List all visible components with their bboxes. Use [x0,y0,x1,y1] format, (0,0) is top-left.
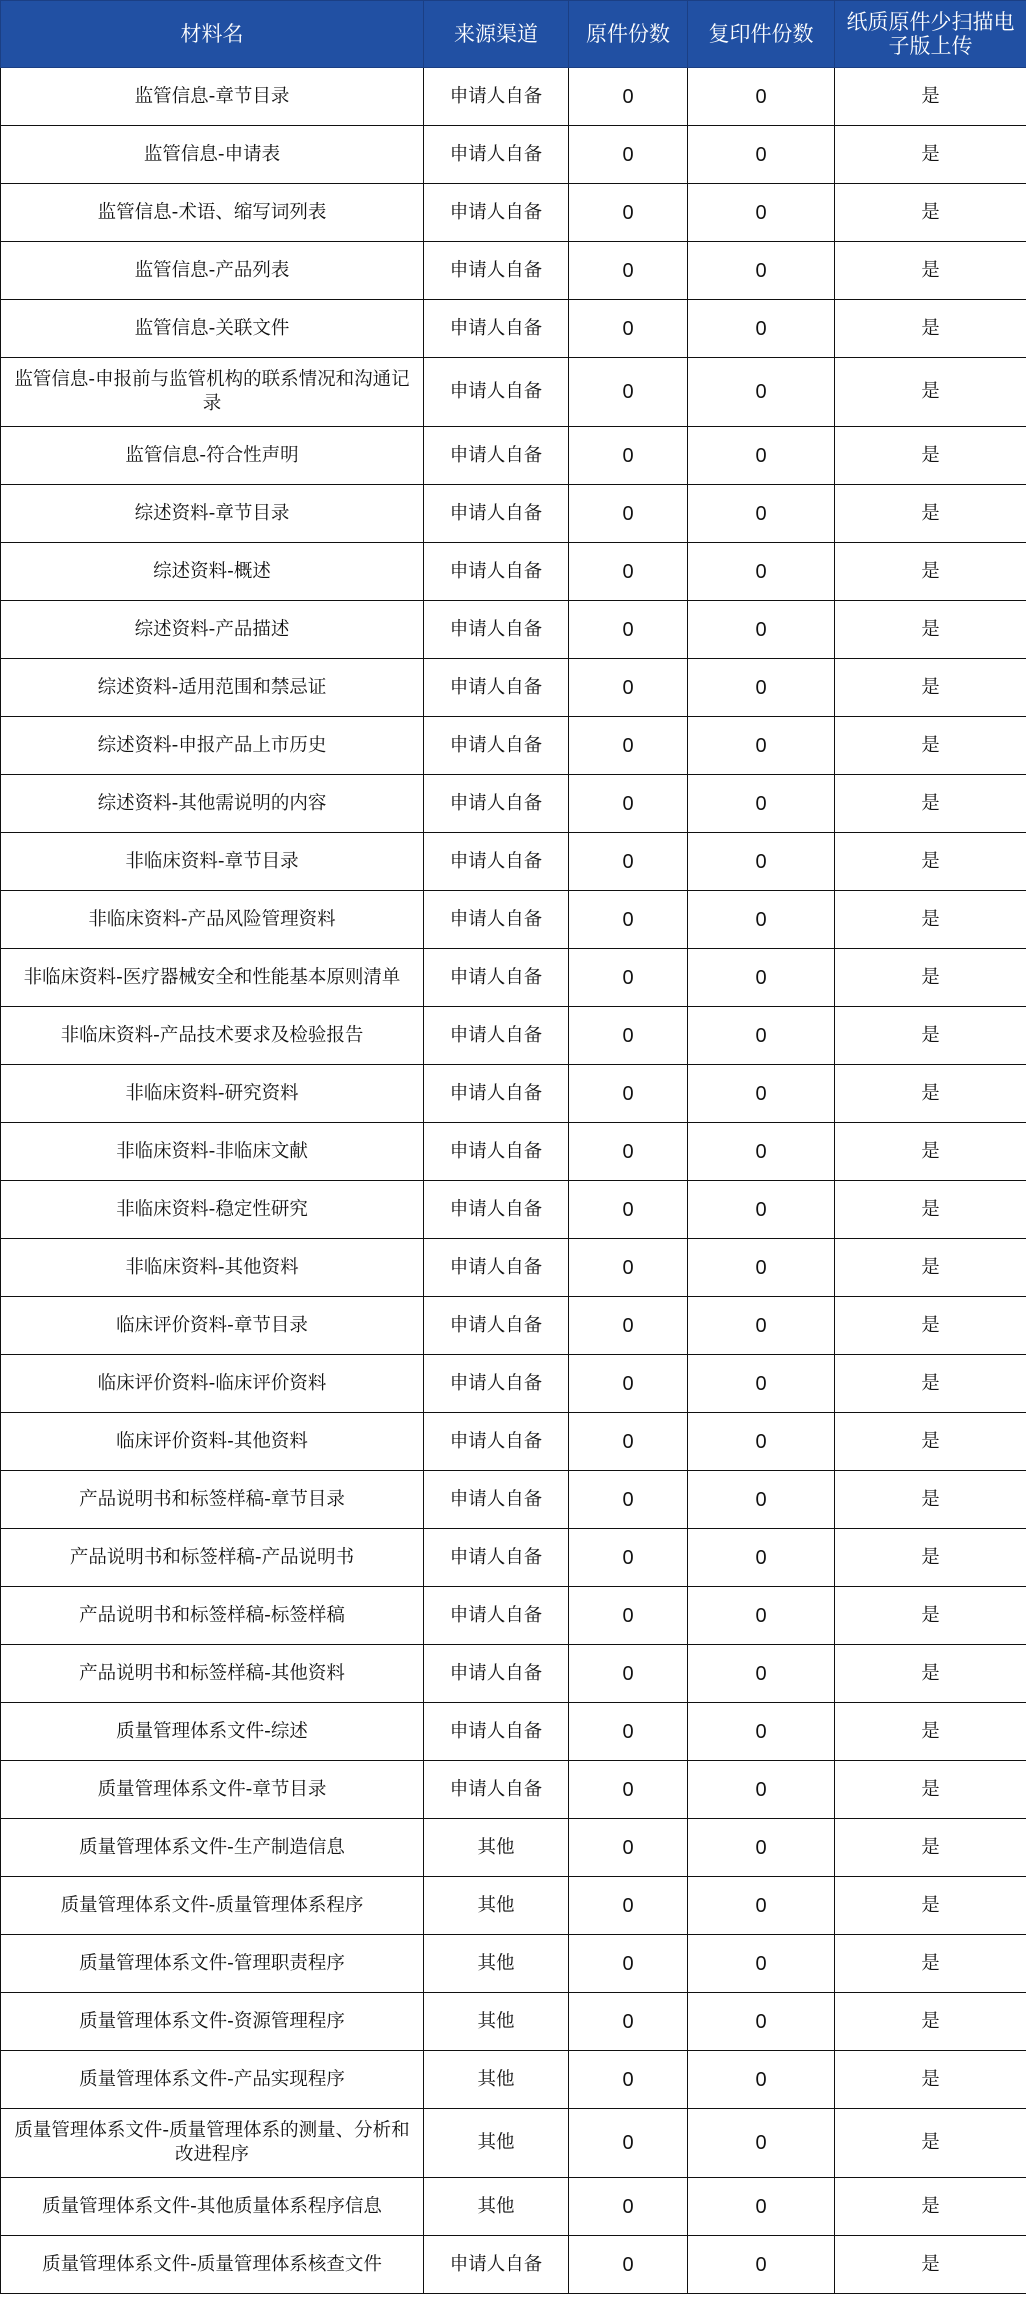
upload-cell: 是 [835,1181,1026,1239]
upload-cell: 是 [835,1819,1026,1877]
upload-cell: 是 [835,2109,1026,2178]
copy-count-cell: 0 [688,833,835,891]
table-body [1,68,1026,2294]
original-count-cell: 0 [569,1123,688,1181]
source-cell: 申请人自备 [424,601,569,659]
material-name-cell: 综述资料-其他需说明的内容 [1,775,424,833]
upload-cell: 是 [835,1877,1026,1935]
header-original-count: 原件份数 [569,1,688,68]
source-cell: 申请人自备 [424,1587,569,1645]
original-count-cell: 0 [569,1761,688,1819]
material-name-cell: 产品说明书和标签样稿-其他资料 [1,1645,424,1703]
upload-cell: 是 [835,1761,1026,1819]
upload-cell: 是 [835,300,1026,358]
table-row [1,1239,1026,1297]
source-cell: 申请人自备 [424,1123,569,1181]
original-count-cell: 0 [569,1181,688,1239]
source-cell: 申请人自备 [424,1297,569,1355]
table-row [1,949,1026,1007]
material-name-cell: 质量管理体系文件-章节目录 [1,1761,424,1819]
upload-cell: 是 [835,775,1026,833]
source-cell: 申请人自备 [424,126,569,184]
original-count-cell: 0 [569,543,688,601]
copy-count-cell: 0 [688,1703,835,1761]
table-row [1,2236,1026,2294]
upload-cell: 是 [835,427,1026,485]
upload-cell: 是 [835,1529,1026,1587]
original-count-cell: 0 [569,1065,688,1123]
upload-cell: 是 [835,1239,1026,1297]
source-cell: 申请人自备 [424,717,569,775]
original-count-cell: 0 [569,1297,688,1355]
original-count-cell: 0 [569,358,688,427]
source-cell: 申请人自备 [424,1413,569,1471]
source-cell: 申请人自备 [424,2236,569,2294]
table-row [1,1703,1026,1761]
table-row [1,242,1026,300]
source-cell: 申请人自备 [424,891,569,949]
copy-count-cell: 0 [688,1239,835,1297]
copy-count-cell: 0 [688,2051,835,2109]
table-row [1,1007,1026,1065]
upload-cell: 是 [835,1065,1026,1123]
source-cell: 申请人自备 [424,775,569,833]
original-count-cell: 0 [569,1239,688,1297]
table-row [1,300,1026,358]
material-name-cell: 监管信息-章节目录 [1,68,424,126]
upload-cell: 是 [835,1703,1026,1761]
table-row [1,2109,1026,2178]
material-name-cell: 产品说明书和标签样稿-标签样稿 [1,1587,424,1645]
source-cell: 申请人自备 [424,1355,569,1413]
source-cell: 申请人自备 [424,543,569,601]
original-count-cell: 0 [569,1819,688,1877]
copy-count-cell: 0 [688,1935,835,1993]
material-name-cell: 质量管理体系文件-资源管理程序 [1,1993,424,2051]
copy-count-cell: 0 [688,300,835,358]
table-row [1,1413,1026,1471]
table-row [1,358,1026,427]
original-count-cell: 0 [569,717,688,775]
upload-cell: 是 [835,485,1026,543]
table-header-row [1,1,1026,68]
copy-count-cell: 0 [688,358,835,427]
material-name-cell: 质量管理体系文件-生产制造信息 [1,1819,424,1877]
upload-cell: 是 [835,891,1026,949]
source-cell: 其他 [424,1877,569,1935]
copy-count-cell: 0 [688,1587,835,1645]
table-row [1,775,1026,833]
table-row [1,1181,1026,1239]
copy-count-cell: 0 [688,126,835,184]
table-row [1,1935,1026,1993]
source-cell: 申请人自备 [424,1239,569,1297]
material-name-cell: 非临床资料-产品技术要求及检验报告 [1,1007,424,1065]
source-cell: 申请人自备 [424,1529,569,1587]
upload-cell: 是 [835,543,1026,601]
copy-count-cell: 0 [688,2109,835,2178]
header-material-name: 材料名 [1,1,424,68]
copy-count-cell: 0 [688,1877,835,1935]
copy-count-cell: 0 [688,1007,835,1065]
material-name-cell: 临床评价资料-章节目录 [1,1297,424,1355]
material-name-cell: 综述资料-适用范围和禁忌证 [1,659,424,717]
source-cell: 其他 [424,1993,569,2051]
material-name-cell: 综述资料-章节目录 [1,485,424,543]
original-count-cell: 0 [569,1355,688,1413]
upload-cell: 是 [835,1935,1026,1993]
material-name-cell: 非临床资料-研究资料 [1,1065,424,1123]
original-count-cell: 0 [569,1645,688,1703]
source-cell: 申请人自备 [424,1761,569,1819]
upload-cell: 是 [835,601,1026,659]
source-cell: 其他 [424,2051,569,2109]
copy-count-cell: 0 [688,1065,835,1123]
material-name-cell: 综述资料-产品描述 [1,601,424,659]
table-row [1,184,1026,242]
copy-count-cell: 0 [688,242,835,300]
header-upload: 纸质原件少扫描电子版上传 [835,1,1026,68]
source-cell: 其他 [424,1935,569,1993]
table-row [1,659,1026,717]
material-name-cell: 非临床资料-非临床文献 [1,1123,424,1181]
copy-count-cell: 0 [688,1181,835,1239]
upload-cell: 是 [835,2236,1026,2294]
original-count-cell: 0 [569,68,688,126]
material-name-cell: 质量管理体系文件-其他质量体系程序信息 [1,2178,424,2236]
upload-cell: 是 [835,717,1026,775]
material-name-cell: 质量管理体系文件-管理职责程序 [1,1935,424,1993]
material-name-cell: 监管信息-产品列表 [1,242,424,300]
source-cell: 申请人自备 [424,1703,569,1761]
material-name-cell: 非临床资料-稳定性研究 [1,1181,424,1239]
source-cell: 其他 [424,1819,569,1877]
table-row [1,485,1026,543]
table-row [1,1355,1026,1413]
material-name-cell: 质量管理体系文件-质量管理体系核查文件 [1,2236,424,2294]
original-count-cell: 0 [569,126,688,184]
material-name-cell: 监管信息-符合性声明 [1,427,424,485]
copy-count-cell: 0 [688,717,835,775]
copy-count-cell: 0 [688,891,835,949]
upload-cell: 是 [835,126,1026,184]
upload-cell: 是 [835,358,1026,427]
material-name-cell: 非临床资料-章节目录 [1,833,424,891]
table-row [1,126,1026,184]
source-cell: 申请人自备 [424,1645,569,1703]
material-name-cell: 监管信息-申报前与监管机构的联系情况和沟通记录 [1,358,424,427]
copy-count-cell: 0 [688,601,835,659]
table-row [1,833,1026,891]
material-name-cell: 监管信息-申请表 [1,126,424,184]
table-row [1,68,1026,126]
table-row [1,1877,1026,1935]
source-cell: 申请人自备 [424,1181,569,1239]
table-row [1,427,1026,485]
source-cell: 申请人自备 [424,184,569,242]
upload-cell: 是 [835,1123,1026,1181]
source-cell: 申请人自备 [424,427,569,485]
material-name-cell: 监管信息-术语、缩写词列表 [1,184,424,242]
material-name-cell: 监管信息-关联文件 [1,300,424,358]
table-row [1,2051,1026,2109]
upload-cell: 是 [835,1645,1026,1703]
upload-cell: 是 [835,1413,1026,1471]
source-cell: 申请人自备 [424,833,569,891]
original-count-cell: 0 [569,2178,688,2236]
copy-count-cell: 0 [688,949,835,1007]
original-count-cell: 0 [569,427,688,485]
header-source: 来源渠道 [424,1,569,68]
original-count-cell: 0 [569,1703,688,1761]
source-cell: 其他 [424,2109,569,2178]
upload-cell: 是 [835,1007,1026,1065]
original-count-cell: 0 [569,1587,688,1645]
material-name-cell: 非临床资料-医疗器械安全和性能基本原则清单 [1,949,424,1007]
upload-cell: 是 [835,1587,1026,1645]
copy-count-cell: 0 [688,1471,835,1529]
table-row [1,1297,1026,1355]
source-cell: 申请人自备 [424,1471,569,1529]
original-count-cell: 0 [569,1993,688,2051]
upload-cell: 是 [835,1297,1026,1355]
copy-count-cell: 0 [688,1123,835,1181]
copy-count-cell: 0 [688,543,835,601]
copy-count-cell: 0 [688,2236,835,2294]
table-row [1,1529,1026,1587]
table-row [1,1819,1026,1877]
upload-cell: 是 [835,2178,1026,2236]
original-count-cell: 0 [569,1413,688,1471]
copy-count-cell: 0 [688,775,835,833]
table-row [1,2178,1026,2236]
material-name-cell: 综述资料-概述 [1,543,424,601]
table-row [1,601,1026,659]
copy-count-cell: 0 [688,1529,835,1587]
original-count-cell: 0 [569,659,688,717]
original-count-cell: 0 [569,891,688,949]
upload-cell: 是 [835,949,1026,1007]
original-count-cell: 0 [569,242,688,300]
upload-cell: 是 [835,184,1026,242]
original-count-cell: 0 [569,2109,688,2178]
source-cell: 申请人自备 [424,659,569,717]
original-count-cell: 0 [569,1529,688,1587]
source-cell: 申请人自备 [424,68,569,126]
copy-count-cell: 0 [688,1297,835,1355]
original-count-cell: 0 [569,1935,688,1993]
source-cell: 申请人自备 [424,485,569,543]
source-cell: 申请人自备 [424,300,569,358]
table-row [1,891,1026,949]
material-name-cell: 综述资料-申报产品上市历史 [1,717,424,775]
original-count-cell: 0 [569,2236,688,2294]
source-cell: 申请人自备 [424,358,569,427]
copy-count-cell: 0 [688,1993,835,2051]
copy-count-cell: 0 [688,184,835,242]
material-name-cell: 非临床资料-其他资料 [1,1239,424,1297]
table-row [1,1123,1026,1181]
upload-cell: 是 [835,242,1026,300]
material-name-cell: 产品说明书和标签样稿-产品说明书 [1,1529,424,1587]
copy-count-cell: 0 [688,1645,835,1703]
copy-count-cell: 0 [688,1761,835,1819]
upload-cell: 是 [835,2051,1026,2109]
original-count-cell: 0 [569,1471,688,1529]
copy-count-cell: 0 [688,1355,835,1413]
source-cell: 申请人自备 [424,949,569,1007]
upload-cell: 是 [835,659,1026,717]
original-count-cell: 0 [569,833,688,891]
copy-count-cell: 0 [688,68,835,126]
upload-cell: 是 [835,833,1026,891]
copy-count-cell: 0 [688,2178,835,2236]
copy-count-cell: 0 [688,1413,835,1471]
material-name-cell: 质量管理体系文件-综述 [1,1703,424,1761]
original-count-cell: 0 [569,2051,688,2109]
upload-cell: 是 [835,1471,1026,1529]
material-name-cell: 非临床资料-产品风险管理资料 [1,891,424,949]
original-count-cell: 0 [569,184,688,242]
original-count-cell: 0 [569,949,688,1007]
original-count-cell: 0 [569,485,688,543]
table-row [1,1761,1026,1819]
header-copy-count: 复印件份数 [688,1,835,68]
upload-cell: 是 [835,1993,1026,2051]
source-cell: 申请人自备 [424,242,569,300]
material-name-cell: 产品说明书和标签样稿-章节目录 [1,1471,424,1529]
original-count-cell: 0 [569,601,688,659]
source-cell: 申请人自备 [424,1007,569,1065]
table-row [1,1587,1026,1645]
material-name-cell: 质量管理体系文件-质量管理体系的测量、分析和改进程序 [1,2109,424,2178]
table-row [1,543,1026,601]
upload-cell: 是 [835,1355,1026,1413]
material-name-cell: 质量管理体系文件-质量管理体系程序 [1,1877,424,1935]
copy-count-cell: 0 [688,427,835,485]
upload-cell: 是 [835,68,1026,126]
table-row [1,1471,1026,1529]
table-row [1,717,1026,775]
table-row [1,1993,1026,2051]
table-row [1,1065,1026,1123]
table-row [1,1645,1026,1703]
source-cell: 申请人自备 [424,1065,569,1123]
original-count-cell: 0 [569,1007,688,1065]
source-cell: 其他 [424,2178,569,2236]
material-name-cell: 质量管理体系文件-产品实现程序 [1,2051,424,2109]
original-count-cell: 0 [569,300,688,358]
copy-count-cell: 0 [688,659,835,717]
material-name-cell: 临床评价资料-其他资料 [1,1413,424,1471]
original-count-cell: 0 [569,775,688,833]
copy-count-cell: 0 [688,1819,835,1877]
material-name-cell: 临床评价资料-临床评价资料 [1,1355,424,1413]
copy-count-cell: 0 [688,485,835,543]
original-count-cell: 0 [569,1877,688,1935]
